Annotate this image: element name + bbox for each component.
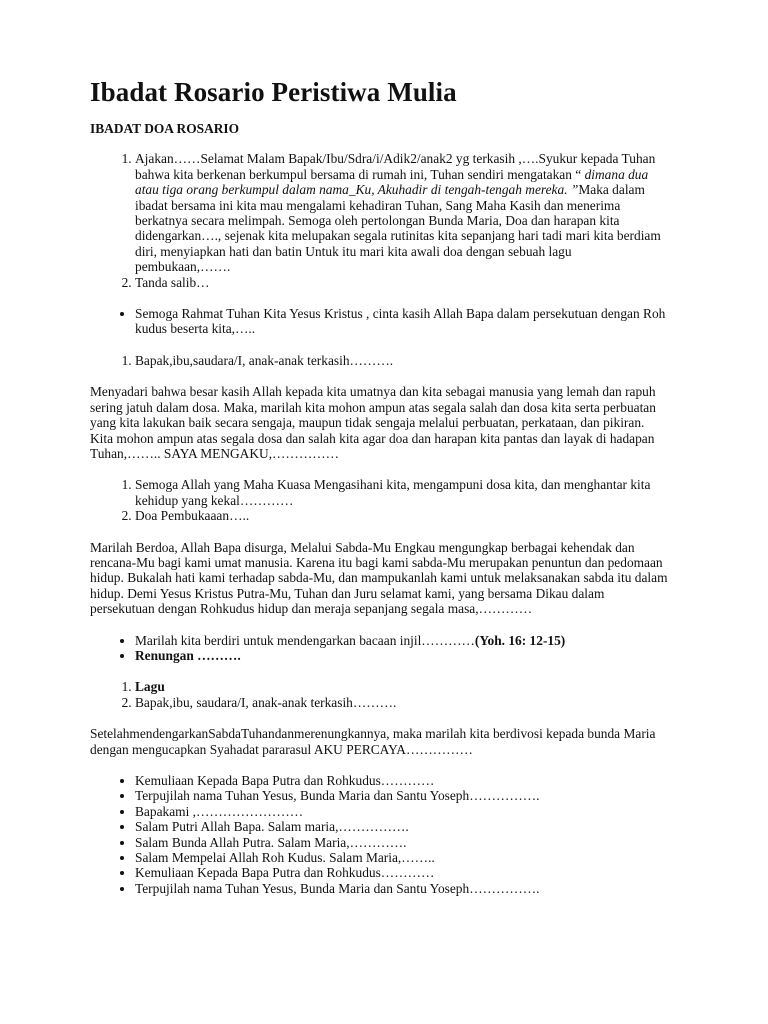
list-item: • Kemuliaan Kepada Bapa Putra dan Rohkudus………… — [135, 773, 670, 788]
bullet-list-injil — [90, 633, 670, 664]
list-item-injil — [135, 633, 670, 648]
bullet-list-rahmat — [90, 306, 670, 337]
section-heading: IBADAT DOA ROSARIO — [90, 121, 240, 136]
injil-reference: (Yoh. 16: 12-15) — [474, 632, 566, 648]
list-item: • Salam Bunda Allah Putra. Salam Maria,…………. — [135, 835, 670, 850]
list-item-renungan — [135, 648, 670, 663]
list-item-sapaan-2: 2. Bapak,ibu, saudara/I, anak-anak terkasih………. — [135, 695, 670, 710]
list-item: • Terpujilah nama Tuhan Yesus, Bunda Maria dan Santu Yoseph……………. — [135, 881, 670, 896]
list-item: • Terpujilah nama Tuhan Yesus, Bunda Maria dan Santu Yoseph……………. — [135, 788, 670, 803]
paragraph-doa: Marilah Berdoa, Allah Bapa disurga, Melalui Sabda-Mu Engkau mengungkap berbagai kehendak dan rencana-Mu bagi kami umat manusia. Karena itu bagi kami sabda-Mu merupakan penuntun dan pedomaan hidup. Bukalah hati kami terhadap sabda-Mu, dan mampukanlah kami untuk melaksanakan sabda itu dalam hidup. Demi Yesus Kristus Putra-Mu, Tuhan dan Juru selamat kami, yang bersama Dikau dalam persekutuan dengan Rohkudus hidup dan meraja sepanjang segala masa,………… — [90, 539, 668, 617]
list-item-rahmat: • Semoga Rahmat Tuhan Kita Yesus Kristus , cinta kasih Allah Bapa dalam persekutuan dengan Roh kudus beserta kita,….. — [135, 306, 670, 337]
list-item-pengampunan: 1. Semoga Allah yang Maha Kuasa Mengasihani kita, mengampuni dosa kita, dan menghantar kita kehidup yang kekal………… — [135, 477, 670, 508]
list-item-ajakan — [135, 151, 670, 274]
list-item: • Kemuliaan Kepada Bapa Putra dan Rohkudus………… — [135, 865, 670, 880]
numbered-list-lagu — [90, 679, 670, 710]
lagu-label: Lagu — [135, 679, 165, 695]
list-item: • Salam Mempelai Allah Roh Kudus. Salam Maria,…….. — [135, 850, 670, 865]
bullet-list-doa-rosario — [90, 773, 670, 896]
list-item-doa-pembukaan: 2. Doa Pembukaaan….. — [135, 508, 670, 523]
paragraph-pengakuan: Menyadari bahwa besar kasih Allah kepada kita umatnya dan kita sebagai manusia yang lemah dan rapuh sering jatuh dalam dosa. Maka, marilah kita mohon ampun atas segala salah dan dosa kita serta perbuatan yang kita lakukan baik secara sengaja, maupun tidak sengaja melalui perbuatan, perkataan, dan pikiran. Kita mohon ampun atas segala dosa dan salah kita agar doa dan harapan kita pantas dan layak di hadapan Tuhan,…….. SAYA MENGAKU,…………… — [90, 384, 656, 461]
ajakan-italic-quote: dimana dua atau tiga orang berkumpul dalam nama_Ku, Akuhadir di tengah-tengah mereka. ” — [135, 166, 649, 198]
numbered-list-ajakan — [90, 151, 670, 290]
paragraph-syahadat: SetelahmendengarkanSabdaTuhandanmerenungkannya, maka marilah kita berdivosi kepada bunda Maria dengan mengucapkan Syahadat pararasul AKU PERCAYA…………… — [90, 726, 656, 757]
ajakan-text-1: Ajakan……Selamat Malam Bapak/Ibu/Sdra/i/Adik2/anak2 yg terkasih ,….Syukur kepada Tuhan bahwa kita berkenan berkumpul bersama di rumah ini, Tuhan sendiri mengatakan “ — [135, 151, 656, 182]
list-item-sapaan: 1. Bapak,ibu,saudara/I, anak-anak terkasih………. — [135, 353, 670, 368]
ajakan-text-2: Maka dalam ibadat bersama ini kita mau mengalami kehadiran Tuhan, Sang Maha Kasih dan menerima berkatnya secara melimpah. Semoga oleh pertolongan Bunda Maria, Doa dan harapan kita didengarkan…., sejenak kita melupakan segala rutinitas kita sepanjang hari tadi mari kita berdiam diri, menyiapkan hati dan batin Untuk itu mari kita awali doa dengan sebuah lagu pembukaan,……. — [135, 182, 661, 275]
numbered-list-pengampunan — [90, 477, 670, 523]
document-page — [90, 76, 670, 896]
numbered-list-sapaan — [90, 353, 670, 368]
renungan-label: Renungan ………. — [135, 647, 241, 663]
document-title: Ibadat Rosario Peristiwa Mulia — [90, 77, 457, 107]
injil-text: Marilah kita berdiri untuk mendengarkan bacaan injil………… — [135, 632, 475, 648]
list-item-tanda-salib: 2. Tanda salib… — [135, 275, 670, 290]
list-item: • Salam Putri Allah Bapa. Salam maria,……………. — [135, 819, 670, 834]
list-item: • Bapakami ,…………………… — [135, 804, 670, 819]
list-item-lagu — [135, 679, 670, 694]
